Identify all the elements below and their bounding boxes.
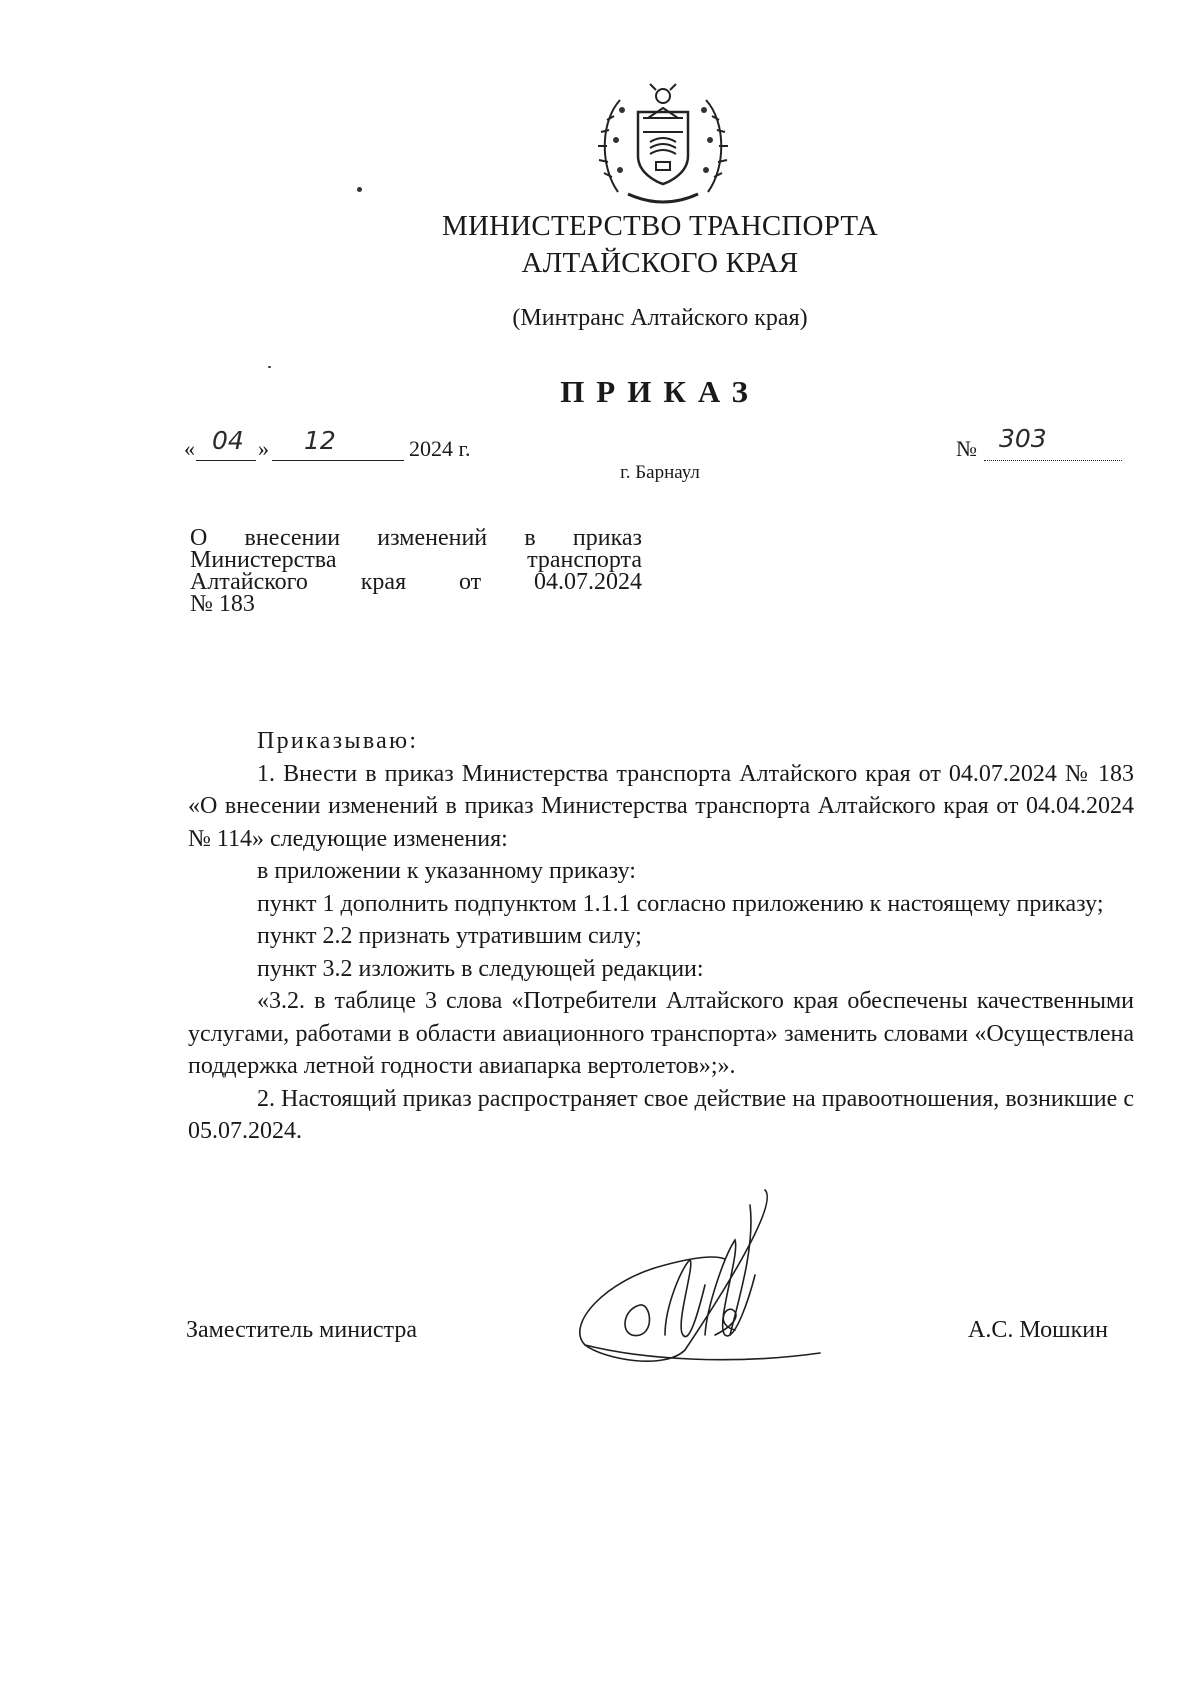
subject-line: Алтайского края от 04.07.2024 [190, 569, 642, 595]
scan-speck [268, 366, 271, 368]
month-underline [272, 460, 404, 461]
subject-line: Министерства транспорта [190, 547, 642, 573]
signatory-role: Заместитель министра [186, 1317, 417, 1343]
order-word: Приказываю: [257, 728, 419, 754]
document-subject [190, 527, 642, 615]
body-paragraph: «3.2. в таблице 3 слова «Потребители Алтайского края обеспечены качественными услугами, работами в области авиационного транспорта» заменить словами «Осуществлена поддержка летной годности авиапарка вертолетов»;». [188, 988, 1134, 1079]
body-paragraph: 2. Настоящий приказ распространяет свое действие на правоотношения, возникшие с 05.07.2024. [188, 1085, 1134, 1144]
city: г. Барнаул [620, 462, 700, 483]
quote-open: « [184, 436, 195, 461]
ministry-name [300, 208, 1020, 282]
ministry-name-line2: АЛТАЙСКОГО КРАЯ [521, 247, 799, 279]
signatory-name: А.С. Мошкин [968, 1317, 1108, 1343]
number-label: № [956, 436, 977, 461]
scan-speck [357, 187, 362, 192]
day-underline [196, 460, 256, 461]
date-number-line [184, 426, 1084, 466]
quote-close: » [258, 436, 269, 461]
date-month: 12 [304, 426, 336, 455]
subject-line: № 183 [190, 591, 255, 617]
subject-line: О внесении изменений в приказ [190, 525, 642, 551]
document-body [188, 725, 1134, 1148]
body-paragraph: пункт 2.2 признать утратившим силу; [257, 923, 642, 949]
handwritten-signature [565, 1185, 830, 1370]
body-paragraph: 1. Внести в приказ Министерства транспорта Алтайского края от 04.07.2024 № 183 «О внесении изменений в приказ Министерства транспорта Алтайского края от 04.04.2024 № 114» следующие изменения: [188, 760, 1134, 852]
coat-of-arms-emblem [598, 82, 728, 208]
body-paragraph: в приложении к указанному приказу: [257, 858, 636, 884]
date-year: 2024 г. [409, 436, 471, 461]
document-type-title: ПРИКАЗ [560, 374, 760, 409]
number-underline [984, 460, 1122, 461]
ministry-name-line1: МИНИСТЕРСТВО ТРАНСПОРТА [441, 210, 878, 242]
body-paragraph: пункт 1 дополнить подпунктом 1.1.1 согласно приложению к настоящему приказу; [257, 890, 1104, 917]
document-number: 303 [999, 424, 1047, 453]
date-day: 04 [212, 426, 244, 455]
ministry-short-name: (Минтранс Алтайского края) [512, 305, 808, 331]
body-paragraph: пункт 3.2 изложить в следующей редакции: [257, 955, 704, 982]
